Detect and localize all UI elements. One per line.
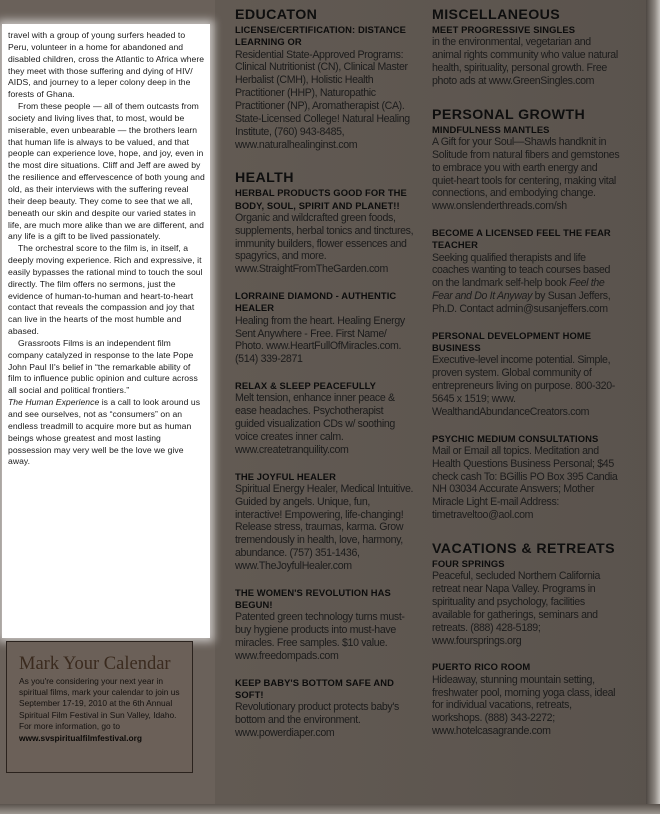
listing — [235, 380, 415, 457]
listing-body: Executive-level income potential. Simple, proven system. Global community of entrepreneurs living on purpose. 800-320-5645 x 1519; www. WealthandAbundanceCreators.com — [432, 354, 615, 418]
listing-body: Residential State-Approved Programs: Clinical Nutritionist (CN), Clinical Master Herbalist (CMH), Holistic Health Practitioner (HHP), Naturopathic Practitioner (NP), Aromatherapist (CA). State-Licensed College! Natural Healing Institute, (760) 943-8485, www.naturalhealinginst.com — [235, 48, 410, 151]
listing — [235, 587, 415, 663]
listing-heading: FOUR SPRINGS — [432, 558, 505, 570]
listing-heading: KEEP BABY'S BOTTOM SAFE AND SOFT! — [235, 676, 394, 701]
classifieds-column-left — [235, 6, 415, 740]
listing-body: Revolutionary product protects baby's bottom and the environment. www.powerdiaper.com — [235, 701, 399, 740]
listing — [235, 677, 415, 740]
listing — [432, 433, 622, 522]
calendar-box — [6, 641, 193, 773]
calendar-title: Mark Your Calendar — [19, 654, 171, 674]
listing-heading: RELAX & SLEEP PEACEFULLY — [235, 380, 376, 392]
category-heading-health: HEALTH — [235, 170, 294, 187]
category-heading-education: EDUCATON — [235, 7, 318, 23]
article-paragraph: Grassroots Films is an independent film company catalyzed in response to the late Pope John Paul II's belief in “the remarkable ability of film to influence public opinion and culture across all social and political frontiers.” — [8, 337, 198, 396]
article-paragraph: The orchestral score to the film is, in itself, a deeply moving experience. Rich and expressive, it easily bypasses the rational mind to touch the soul directly. The film offers no sermons, just the evidence of human-to-human and heart-to-heart contact that reveals the compassion and joy that can live in the hearts of the most humble and abased. — [8, 243, 203, 337]
listing-body: Organic and wildcrafted green foods, supplements, herbal tonics and tinctures, immunity builders, flower essences and spagyrics, and more. www.StraightFromTheGarden.com — [235, 211, 414, 276]
listing-heading: LICENSE/CERTIFICATION: DISTANCE LEARNING OR — [235, 24, 406, 48]
listing-body: Healing from the heart. Healing Energy Sent Anywhere - Free. First Name/ Photo. www.HeartFullOfMiracles.com. (514) 339-2871 — [235, 314, 405, 366]
listing-heading: THE WOMEN'S REVOLUTION HAS BEGUN! — [235, 586, 391, 611]
film-title: The Human Experience — [8, 397, 100, 408]
listing-body: Melt tension, enhance inner peace & ease headaches. Psychotherapist guided visualization CDs w/ soothing voice creates inner calm. www.createtranquility.com — [235, 392, 395, 456]
listing — [432, 661, 622, 738]
listing-heading: PSYCHIC MEDIUM CONSULTATIONS — [432, 432, 599, 444]
listing — [235, 24, 415, 151]
listing — [432, 124, 622, 213]
listing-body: in the environmental, vegetarian and animal rights community who value natural health, spirituality, personal growth. Free photo ads at www.GreenSingles.com — [432, 36, 618, 87]
listing-body-text: by Susan Jeffers, Ph.D. Contact admin@susanjeffers.com — [432, 290, 611, 315]
article-paragraph — [8, 397, 206, 468]
listing-body: A Gift for your Soul—Shawls handknit in Solitude from natural fibers and gemstones to embrace you with earth energy and quiet-heart tools for centering, making vital connections, and embodying change. www.onslenderthreads.com/sh — [432, 135, 620, 213]
classifieds-column-right — [432, 6, 622, 738]
listing-heading: PERSONAL DEVELOPMENT HOME BUSINESS — [432, 329, 592, 354]
listing-heading: BECOME A LICENSED FEEL THE FEAR TEACHER — [432, 227, 611, 251]
listing — [432, 24, 622, 88]
category-heading-miscellaneous: MISCELLANEOUS — [432, 7, 561, 23]
listing-heading: PUERTO RICO ROOM — [432, 661, 531, 673]
article-paragraph-text: is a call to look around us and see ourselves, not as “consumers” on an endless treadmill to acquire more but as human beings whose greatest and most lasting possession may very well be the love we give away. — [8, 397, 201, 467]
listing-heading: MEET PROGRESSIVE SINGLES — [432, 24, 576, 35]
page-edge — [646, 0, 660, 814]
listing-heading: MINDFULNESS MANTLES — [432, 123, 550, 135]
listing-body: Hideaway, stunning mountain setting, freshwater pool, morning yoga class, ideal for individual vacations, retreats, workshops. (888) 343-2272; www.hotelcasagrande.com — [432, 673, 616, 738]
book-title: Feel the Fear and Do It Anyway — [432, 277, 605, 303]
listing-body: Mail or Email all topics. Meditation and Health Questions Business Personal; $45 check cash To: BGillis PO Box 395 Candia NH 03034 Accurate Answers; Mother Miracle Light E-mail Address: timetraveltoo@aol.com — [432, 444, 618, 522]
listing — [432, 330, 622, 419]
article-paragraph: travel with a group of young surfers headed to Peru, volunteer in a home for abandoned and disabled children, cross the Atlantic to Africa where they meet with those suffering and dying of HIV/ AIDS, and journey to a leper colony deep in the forests of Ghana. — [8, 30, 205, 100]
listing — [235, 187, 415, 276]
listing — [235, 290, 415, 366]
listing-heading: LORRAINE DIAMOND - AUTHENTIC HEALER — [235, 290, 397, 314]
festival-link[interactable]: www.svspiritualfilmfestival.org — [19, 733, 143, 744]
article-paragraph: From these people — all of them outcasts from society and living lives that, to most, would be miserable, even unbearable — the brothers learn that human life is always to be valued, and that people can experience love, hope, and joy, even in the most dire situations. Cliff and Jeff are awed by the resilience and effervescence of both young and old, as their interviews with the suffering reveal their deep beauty. They come to see that we all, beneath our skin and despite our varied states in life, are much more alike than we are different, and any life is a gift to be lived passionately. — [8, 101, 205, 242]
listing-heading: HERBAL PRODUCTS GOOD FOR THE BODY, SOUL, SPIRIT AND PLANET!! — [235, 187, 407, 211]
listing-body: Peaceful, secluded Northern California retreat near Napa Valley. Programs in spirituality and psychology, facilities available for gatherings, seminars and retreats. (888) 428-5189; www.foursprings.org — [432, 570, 601, 647]
calendar-body: As you're considering your next year in spiritual films, mark your calendar to join us September 17-19, 2010 at the 6th Annual Spiritual Film Festival in Sun Valley, Idaho. For more information, go to — [19, 676, 180, 731]
category-heading-personal-growth: PERSONAL GROWTH — [432, 106, 586, 123]
page-bottom-edge — [0, 804, 660, 814]
listing — [235, 471, 415, 573]
category-heading-vacations: VACATIONS & RETREATS — [432, 541, 615, 558]
listing-body: Spiritual Energy Healer, Medical Intuitive. Guided by angels. Unique, fun, interactive! Empowering, life-changing! Release stress, traumas, karma. Grow tremendously in health, love, harmony, abundance. (757) 351-1436, www.TheJoyfulHealer.com — [235, 482, 414, 572]
listing — [432, 227, 622, 316]
listing — [432, 558, 622, 647]
article-column — [2, 24, 210, 638]
listing-body — [432, 252, 622, 316]
listing-heading: THE JOYFUL HEALER — [235, 470, 337, 482]
listing-body: Patented green technology turns must-buy hygiene products into must-have miracles. Free samples. $10 value. www.freedompads.com — [235, 611, 405, 662]
listing-body-text: Seeking qualified therapists and life coaches wanting to teach courses based on the landmark self-help book — [432, 251, 611, 290]
